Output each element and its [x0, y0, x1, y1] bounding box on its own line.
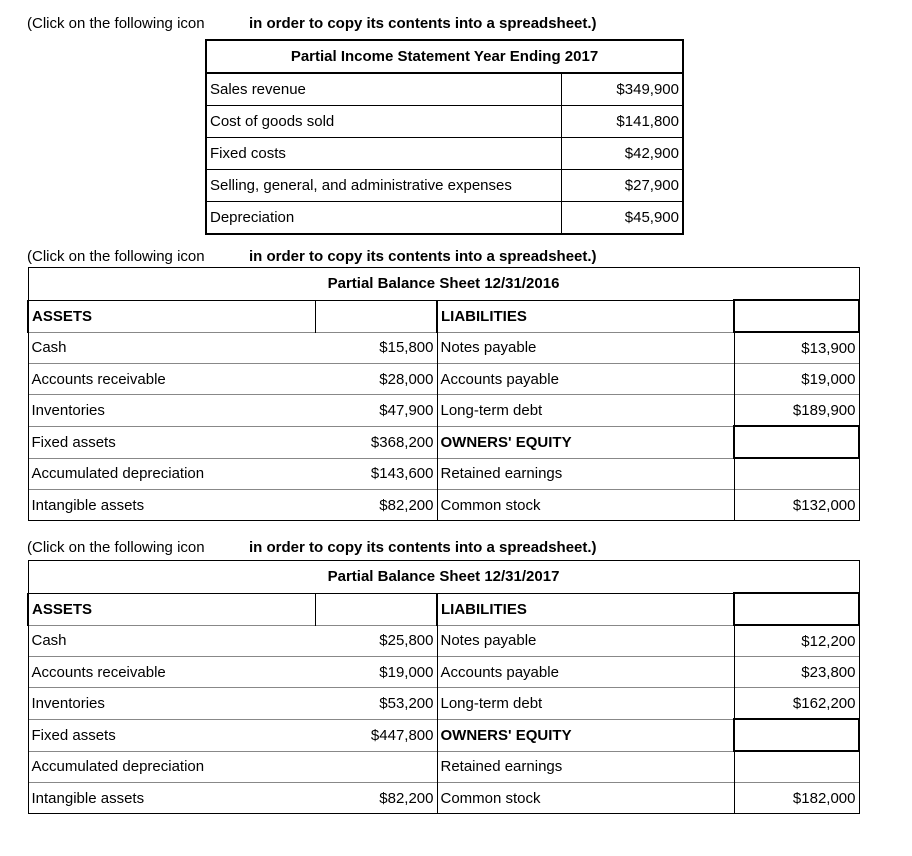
- liability-value: [734, 426, 859, 458]
- asset-value: $53,200: [315, 688, 437, 720]
- income-statement-table: [205, 39, 684, 235]
- liability-label: Long-term debt: [437, 395, 734, 427]
- assets-header: ASSETS: [28, 300, 315, 332]
- row-value: $45,900: [561, 202, 683, 235]
- asset-label: Accumulated depreciation: [28, 751, 315, 783]
- table-row: [28, 688, 859, 720]
- liability-value: $132,000: [734, 490, 859, 521]
- table-row: [206, 202, 683, 235]
- row-label: Depreciation: [206, 202, 561, 235]
- asset-label: Fixed assets: [28, 719, 315, 751]
- liability-value: $12,200: [734, 625, 859, 657]
- row-label: Selling, general, and administrative expenses: [206, 170, 561, 202]
- table-row: [28, 783, 859, 814]
- instruction-text: (Click on the following icon: [27, 15, 205, 32]
- asset-label: Cash: [28, 332, 315, 364]
- table-row: [28, 751, 859, 783]
- row-label: Cost of goods sold: [206, 106, 561, 138]
- liability-label: Retained earnings: [437, 751, 734, 783]
- asset-label: Cash: [28, 625, 315, 657]
- asset-label: Intangible assets: [28, 490, 315, 521]
- balance-sheet-title: Partial Balance Sheet 12/31/2017: [28, 561, 859, 594]
- liability-value: [734, 719, 859, 751]
- asset-value: $82,200: [315, 490, 437, 521]
- table-row: [28, 364, 859, 395]
- asset-value: $47,900: [315, 395, 437, 427]
- balance-sheet-title: Partial Balance Sheet 12/31/2016: [28, 268, 859, 301]
- liability-label: Accounts payable: [437, 657, 734, 688]
- row-value: $42,900: [561, 138, 683, 170]
- instruction-text: (Click on the following icon: [27, 539, 205, 556]
- table-header-row: [28, 593, 859, 625]
- liabilities-header: LIABILITIES: [437, 593, 734, 625]
- asset-label: Accounts receivable: [28, 364, 315, 395]
- asset-label: Inventories: [28, 688, 315, 720]
- liability-label: Long-term debt: [437, 688, 734, 720]
- asset-label: Inventories: [28, 395, 315, 427]
- asset-value: $25,800: [315, 625, 437, 657]
- liability-value: $182,000: [734, 783, 859, 814]
- liability-label: Accounts payable: [437, 364, 734, 395]
- table-row: [206, 170, 683, 202]
- instruction-text: (Click on the following icon: [27, 248, 205, 265]
- table-row: [206, 138, 683, 170]
- owners-equity-header: OWNERS' EQUITY: [437, 426, 734, 458]
- table-row: [28, 426, 859, 458]
- table-row: [206, 73, 683, 106]
- liability-value: [734, 458, 859, 490]
- asset-value: $19,000: [315, 657, 437, 688]
- owners-equity-header: OWNERS' EQUITY: [437, 719, 734, 751]
- liability-value: $189,900: [734, 395, 859, 427]
- income-statement-title: Partial Income Statement Year Ending 2017: [206, 40, 683, 73]
- assets-header: ASSETS: [28, 593, 315, 625]
- liability-value: $19,000: [734, 364, 859, 395]
- table-row: [28, 490, 859, 521]
- liability-label: Common stock: [437, 490, 734, 521]
- liabilities-header: LIABILITIES: [437, 300, 734, 332]
- asset-value: $143,600: [315, 458, 437, 490]
- row-label: Sales revenue: [206, 73, 561, 106]
- table-row: [28, 458, 859, 490]
- asset-label: Accumulated depreciation: [28, 458, 315, 490]
- asset-value: $368,200: [315, 426, 437, 458]
- liability-value: $13,900: [734, 332, 859, 364]
- balance-sheet-2016-table: [27, 267, 860, 521]
- liability-value: $23,800: [734, 657, 859, 688]
- liability-value: $162,200: [734, 688, 859, 720]
- row-value: $349,900: [561, 73, 683, 106]
- asset-label: Accounts receivable: [28, 657, 315, 688]
- liability-label: Notes payable: [437, 332, 734, 364]
- liability-label: Common stock: [437, 783, 734, 814]
- table-row: [28, 395, 859, 427]
- row-value: $27,900: [561, 170, 683, 202]
- table-row: [28, 625, 859, 657]
- instruction-text: in order to copy its contents into a spreadsheet.): [249, 248, 597, 265]
- instruction-text: in order to copy its contents into a spreadsheet.): [249, 15, 597, 32]
- table-row: [28, 657, 859, 688]
- row-value: $141,800: [561, 106, 683, 138]
- balance-sheet-2017-table: [27, 560, 860, 814]
- liability-label: Notes payable: [437, 625, 734, 657]
- asset-value: $15,800: [315, 332, 437, 364]
- asset-value: [315, 751, 437, 783]
- asset-value: $28,000: [315, 364, 437, 395]
- liability-value: [734, 751, 859, 783]
- instruction-text: in order to copy its contents into a spreadsheet.): [249, 539, 597, 556]
- table-header-row: [28, 300, 859, 332]
- asset-label: Fixed assets: [28, 426, 315, 458]
- asset-value: $82,200: [315, 783, 437, 814]
- asset-value: $447,800: [315, 719, 437, 751]
- liability-label: Retained earnings: [437, 458, 734, 490]
- table-row: [206, 106, 683, 138]
- table-row: [28, 332, 859, 364]
- table-row: [28, 719, 859, 751]
- asset-label: Intangible assets: [28, 783, 315, 814]
- row-label: Fixed costs: [206, 138, 561, 170]
